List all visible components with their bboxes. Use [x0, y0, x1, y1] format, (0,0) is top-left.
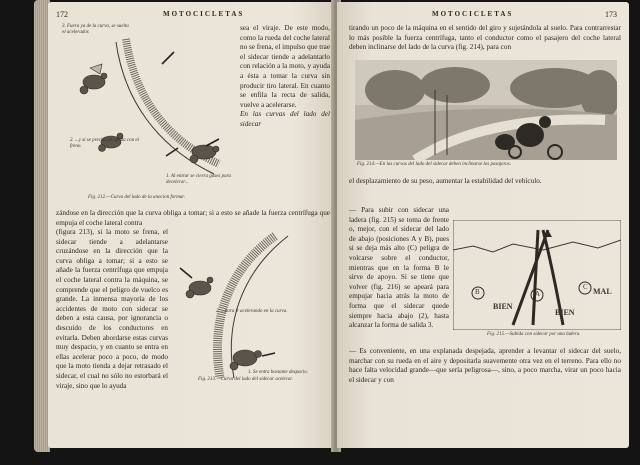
fig215-bien-1: BIEN — [493, 302, 513, 311]
right-page — [337, 2, 629, 448]
fig215-label-c: C — [583, 283, 588, 291]
left-full-width-text — [56, 209, 330, 229]
fig213-caption: Fig. 213.—Curva del lado del sidecar acelerar. — [198, 377, 293, 382]
figure-212-illustration — [54, 24, 224, 194]
fig215-bien-2: BIEN — [555, 308, 575, 317]
open-book — [34, 0, 632, 452]
left-italic-lead: En las curvas del lado del sidecar — [240, 110, 330, 128]
figure-213-illustration — [170, 228, 330, 378]
figure-215-diagram — [453, 220, 621, 330]
right-paragraph-3: — Es conveniente, en una explanada despejada, aprender a levantar el sidecar del suelo, marchar con su rueda en el aire y depositarla suavemente otra vez en el terreno. Para ello no hace falta velocidad grande—que sería peligrosa—, sino, a poco marcha, virar un poco hacia el sidecar y con — [349, 347, 621, 384]
left-paragraph-2: (figura 213), si la moto se frena, el sidecar tiende a adelantarse cruzándose en la dirección que la curva obliga a tomar; si a esto se añade la fuerza centrífuga que empuja el coche lateral contra la máquina, se comprende que el peligro de vuelco es grande. La inmensa mayoría de los accidentes de moto con sidecar se deben a esta causa, por ignorancia o descuido de los conductores en evitarla. Deben abordarse estas curvas muy despacio, y en cuanto se entra en ellas acelerar poco a poco, de modo que la moto tienda a dejar retrasado el sidecar, el cual no sólo no estorbará el viraje, sino que lo ayuda — [56, 228, 168, 390]
left-column-text-2 — [56, 228, 168, 428]
running-head-left: MOTOCICLETAS — [163, 10, 245, 18]
fig213-label-1: 1. Se entra bastante despacio. — [248, 370, 308, 375]
fig212-label-1b: 1. Al entrar se cierra gases para decelerar... — [166, 174, 232, 185]
fig212-label-3: 3. Fuera ya de la curva, se suelta el acelerador. — [62, 24, 129, 35]
page-number-right: 173 — [605, 10, 617, 19]
fig212-label-2: 2. ...y sí se precisa se ayuda con el freno. — [70, 138, 139, 149]
left-paragraph-1: sea el viraje. De este modo, como la rueda del coche lateral no se frena, el impulso que trae el sidecar tiende a adelantarlo con relación a la moto, y ayuda a ésta a tomar la curva sin producir tiro lateral. En cuanto se enfila la recta de salida, vuelve a acelerarse. — [240, 24, 331, 109]
left-page — [48, 2, 335, 448]
fig212-caption: Fig. 212.—Curva del lado de la anocion formar. — [88, 195, 185, 200]
page-number-left: 172 — [56, 10, 68, 19]
fig215-caption: Fig. 215.—Subida con sidecar por una ladera. — [487, 332, 581, 337]
right-paragraph-2: — Para subir con sidecar una ladera (fig. 215) se toma de frente o, mejor, con el sidecar del lado de abajo (posiciones A y B), pues si se deja más alto (C) peligra de volcarse sobre el conductor, mientras que en la forma B le sirve de apoyo. Si se tiene que volver (fig. 216) se apeará para empujar hacia atrás la moto de forma que el sidecar quede siempre hacia abajo (2), hasta alcanzar la forma de salida 3. — [349, 206, 449, 330]
fig213-label-2: 2. ...para ir acelerando en la curva. — [216, 309, 288, 314]
fig214-caption: Fig. 214.—En las curvas del lado del sidecar deben inclinarse los pasajeros. — [357, 162, 511, 167]
running-head-right: MOTOCICLETAS — [432, 10, 514, 18]
left-paragraph-2-wide: zándose en la dirección que la curva obliga a tomar; si a esto se añade la fuerza centrífuga que empuja el coche lateral contra — [56, 209, 330, 227]
figure-214-photo — [355, 60, 617, 160]
right-top-text: tirando un poco de la máquina en el sentido del giro y sujetándola al suelo. Para contrarrestar lo más posible la fuerza centrífuga, tanto el conductor como el pasajero del coche lateral deben inclinarse del lado de la curva (fig. 214), para con — [349, 24, 621, 52]
left-column-text-1 — [240, 24, 330, 130]
fig215-label-a: A — [535, 290, 541, 298]
right-mid-text: el desplazamiento de su peso, aumentar la estabilidad del vehículo. — [349, 177, 542, 185]
fig215-label-b: B — [475, 288, 480, 296]
fig215-mal: MAL — [593, 287, 612, 296]
